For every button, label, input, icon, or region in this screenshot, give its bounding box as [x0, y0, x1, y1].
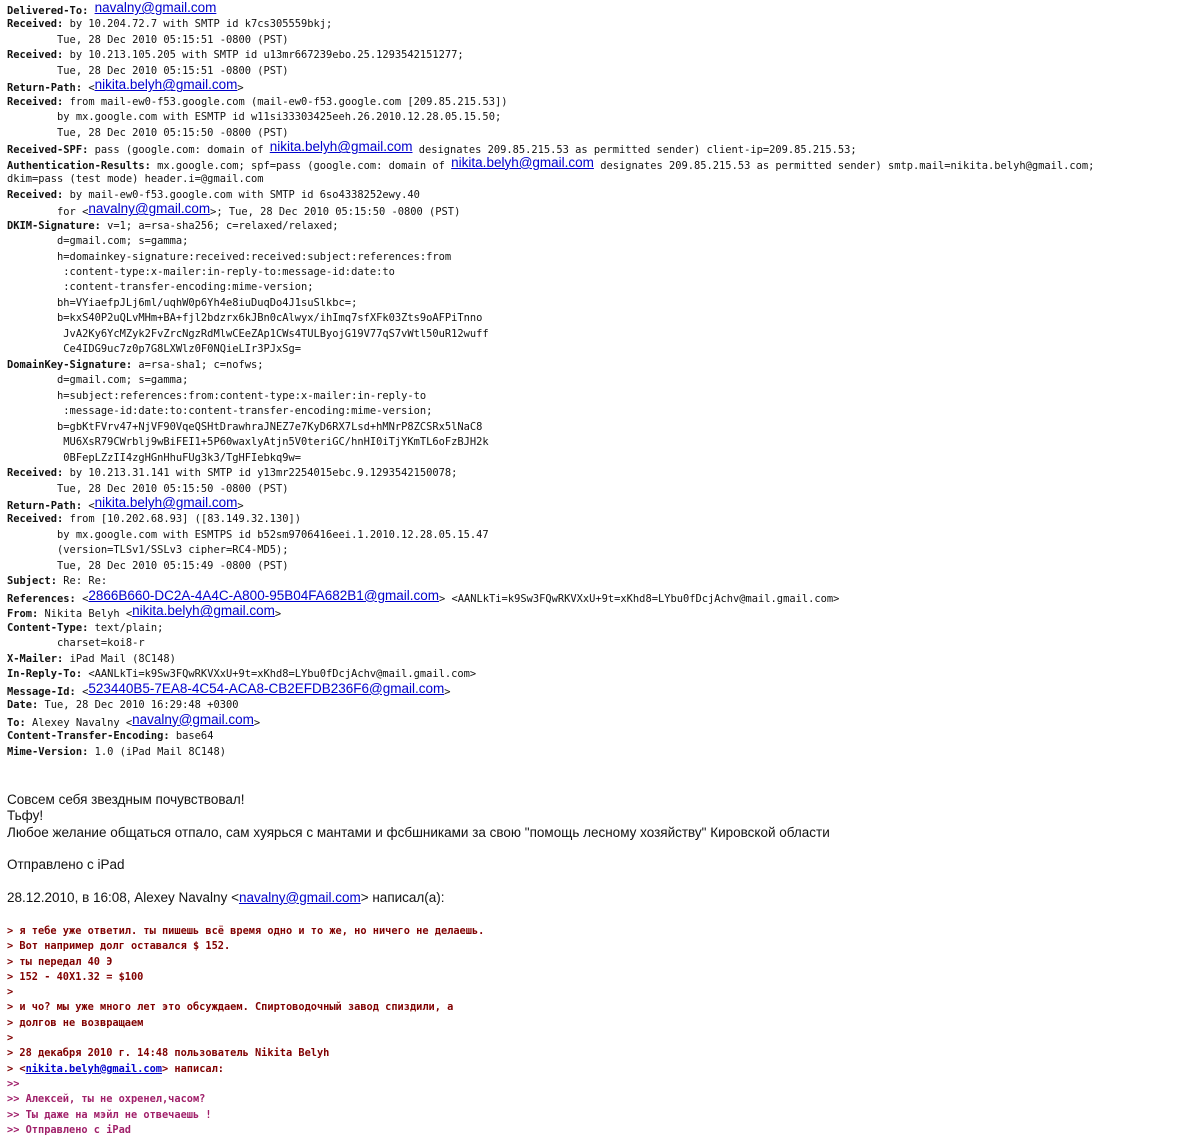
header-field-name: Received: — [7, 95, 64, 108]
reply-attribution-suffix: > написал(а): — [360, 889, 445, 905]
header-field-value: a=rsa-sha1; c=nofws; — [132, 358, 264, 371]
header-field-value: from mail-ew0-f53.google.com (mail-ew0-f53.google.com [209.85.215.53]) — [63, 95, 508, 108]
header-field-value: designates 209.85.215.53 as permitted sender) client-ip=209.85.215.53; — [412, 144, 857, 157]
header-field-value: Tue, 28 Dec 2010 05:15:51 -0800 (PST) — [7, 33, 289, 46]
header-field-value: by 10.213.31.141 with SMTP id y13mr2254015ebc.9.1293542150078; — [63, 467, 458, 480]
header-field-value: > — [274, 608, 282, 621]
header-field-value: base64 — [169, 730, 214, 743]
header-field-name: Return-Path: — [7, 500, 83, 512]
header-field-value: h=subject:references:from:content-type:x-mailer:in-reply-to — [7, 389, 427, 402]
quote-line — [7, 970, 1195, 985]
header-field-name: Delivered-To: — [7, 5, 89, 17]
header-field-name: Subject: — [7, 575, 58, 588]
header-line — [7, 389, 1195, 404]
header-field-value: by mx.google.com with ESMTP id w11si33303425eeh.26.2010.12.28.05.15.50; — [7, 111, 502, 124]
header-field-value: bh=VYiaefpJLj6ml/uqhW0p6Yh4e8iuDuqDo4J1suSlkbc=; — [7, 296, 358, 309]
header-field-value: :content-type:x-mailer:in-reply-to:message-id:date:to — [7, 265, 395, 278]
blank-line — [7, 841, 1195, 857]
email-headers — [7, 2, 1195, 760]
quote-text: > — [7, 1032, 14, 1045]
header-line — [7, 574, 1195, 589]
ipad-signature: Отправлено с iPad — [7, 857, 125, 873]
header-line — [7, 729, 1195, 744]
header-line — [7, 79, 1195, 94]
header-field-value: by 10.204.72.7 with SMTP id k7cs305559bkj; — [63, 18, 333, 31]
header-line — [7, 157, 1195, 172]
header-field-name: Received: — [7, 188, 64, 201]
header-line — [7, 280, 1195, 295]
quote-line — [7, 1092, 1195, 1107]
email-link[interactable]: nikita.belyh@gmail.com — [132, 605, 275, 619]
quote-line — [7, 1000, 1195, 1015]
quote-line — [7, 1031, 1195, 1046]
header-field-value: charset=koi8-r — [7, 637, 145, 650]
header-field-value: by mx.google.com with ESMTPS id b52sm9706416eei.1.2010.12.28.05.15.47 — [7, 528, 489, 541]
body-line: Тьфу! — [7, 808, 44, 824]
header-line — [7, 327, 1195, 342]
header-line — [7, 590, 1195, 605]
header-line — [7, 219, 1195, 234]
header-line — [7, 311, 1195, 326]
header-field-value: Tue, 28 Dec 2010 05:15:50 -0800 (PST) — [7, 482, 289, 495]
quoted-message — [7, 924, 1195, 1138]
quote-text: >> Алексей, ты не охренел,часом? — [7, 1093, 206, 1106]
quote-line — [7, 924, 1195, 939]
header-line — [7, 141, 1195, 156]
header-field-value: Re: Re: — [57, 575, 108, 588]
header-field-value: < — [82, 500, 95, 512]
header-field-value: by 10.213.105.205 with SMTP id u13mr667239ebo.25.1293542151277; — [63, 49, 464, 62]
email-link[interactable]: nikita.belyh@gmail.com — [94, 79, 238, 93]
header-line — [7, 512, 1195, 527]
header-line — [7, 17, 1195, 32]
header-line — [7, 64, 1195, 79]
quote-line — [7, 1062, 1195, 1077]
header-line — [7, 621, 1195, 636]
quote-text: > долгов не возвращаем — [7, 1016, 144, 1029]
header-line — [7, 559, 1195, 574]
header-field-value: h=domainkey-signature:received:received:subject:references:from — [7, 250, 452, 263]
header-line — [7, 250, 1195, 265]
header-field-value: >; Tue, 28 Dec 2010 05:15:50 -0800 (PST) — [210, 206, 461, 219]
header-field-name: Message-Id: — [7, 685, 76, 698]
header-field-name: Received: — [7, 513, 64, 526]
quote-text: > < — [7, 1062, 26, 1075]
header-line — [7, 203, 1195, 218]
header-line — [7, 451, 1195, 466]
header-line — [7, 342, 1195, 357]
email-link[interactable]: nikita.belyh@gmail.com — [25, 1062, 162, 1075]
email-link[interactable]: nikita.belyh@gmail.com — [269, 141, 413, 155]
header-field-value: Alexey Navalny < — [25, 716, 133, 729]
header-field-name: To: — [7, 716, 26, 729]
quote-line — [7, 955, 1195, 970]
header-line — [7, 683, 1195, 698]
header-line — [7, 745, 1195, 760]
email-link[interactable]: navalny@gmail.com — [94, 2, 217, 15]
header-line — [7, 33, 1195, 48]
header-field-name: Content-Transfer-Encoding: — [7, 730, 170, 743]
quote-line — [7, 1046, 1195, 1061]
email-link[interactable]: navalny@gmail.com — [88, 203, 211, 217]
quote-line — [7, 1108, 1195, 1123]
quote-line — [7, 985, 1195, 1000]
header-line — [7, 234, 1195, 249]
quote-text: > 28 декабря 2010 г. 14:48 пользователь Nikita Belyh — [7, 1047, 330, 1060]
quote-text: > и чо? мы уже много лет это обсуждаем. Спиртоводочный завод спиздили, а — [7, 1001, 454, 1014]
header-field-name: Authentication-Results: — [7, 159, 151, 172]
header-line — [7, 188, 1195, 203]
header-field-value: dkim=pass (test mode) header.i=@gmail.com — [7, 173, 264, 186]
header-line — [7, 528, 1195, 543]
header-field-value: Tue, 28 Dec 2010 05:15:51 -0800 (PST) — [7, 64, 289, 77]
quote-line — [7, 1123, 1195, 1138]
email-link[interactable]: navalny@gmail.com — [132, 713, 254, 727]
header-line — [7, 420, 1195, 435]
header-field-value: > — [237, 82, 244, 95]
quote-line — [7, 1077, 1195, 1092]
header-field-value: :message-id:date:to:content-transfer-encoding:mime-version; — [7, 405, 433, 418]
header-field-value: for < — [7, 206, 89, 219]
header-line — [7, 482, 1195, 497]
header-field-name: Mime-Version: — [7, 745, 89, 758]
header-field-value: designates 209.85.215.53 as permitted sender) smtp.mail=nikita.belyh@gmail.com; — [593, 159, 1095, 172]
header-field-value: Tue, 28 Dec 2010 05:15:49 -0800 (PST) — [7, 559, 289, 572]
header-line — [7, 404, 1195, 419]
header-field-value: text/plain; — [88, 621, 164, 634]
header-field-value: MU6XsR79CWrblj9wBiFEI1+5P60waxlyAtjn5V0teriGC/hnHI0iTjYKmTL6oFzBJH2k — [7, 436, 489, 449]
header-line — [7, 110, 1195, 125]
header-field-name: Received: — [7, 467, 64, 480]
email-link[interactable]: nikita.belyh@gmail.com — [451, 156, 594, 170]
header-line — [7, 296, 1195, 311]
header-field-value: iPad Mail (8C148) — [63, 652, 176, 665]
email-link[interactable]: 2866B660-DC2A-4A4C-A800-95B04FA682B1@gmail.com — [88, 589, 439, 603]
header-line — [7, 605, 1195, 620]
header-field-name: DKIM-Signature: — [7, 219, 101, 232]
header-line — [7, 667, 1195, 682]
body-line: Любое желание общаться отпало, сам хуярься с мантами и фсбшниками за свою "помощь лесному хозяйству" Кировской области — [7, 824, 830, 840]
email-body — [7, 792, 1195, 906]
email-link[interactable]: nikita.belyh@gmail.com — [94, 497, 238, 510]
header-line — [7, 636, 1195, 651]
header-field-value: v=1; a=rsa-sha256; c=relaxed/relaxed; — [100, 219, 339, 232]
header-field-value: JvA2Ky6YcMZyk2FvZrcNgzRdMlwCEeZAp1CWs4TULByojG19V77qS7vWtl50uR12wuff — [7, 327, 489, 340]
header-field-name: From: — [7, 608, 39, 621]
header-field-value: < — [82, 82, 95, 95]
reply-attribution — [7, 890, 1195, 906]
header-line — [7, 95, 1195, 110]
header-field-value: Tue, 28 Dec 2010 16:29:48 +0300 — [38, 699, 239, 712]
quote-text: >> Ты даже на мэйл не отвечаешь ! — [7, 1108, 212, 1121]
header-field-name: References: — [7, 592, 76, 605]
header-field-value: by mail-ew0-f53.google.com with SMTP id 6so4338252ewy.40 — [63, 188, 420, 201]
header-line — [7, 466, 1195, 481]
header-field-value: d=gmail.com; s=gamma; — [7, 374, 189, 387]
quote-text: > Вот например долг оставался $ 152. — [7, 940, 231, 953]
header-field-name: X-Mailer: — [7, 652, 64, 665]
quote-text: > написал: — [162, 1062, 224, 1075]
header-field-name: Received-SPF: — [7, 144, 89, 157]
header-field-name: Date: — [7, 699, 39, 712]
header-field-value: d=gmail.com; s=gamma; — [7, 235, 189, 248]
header-field-value: b=gbKtFVrv47+NjVF90VqeQSHtDrawhraJNEZ7e7KyD6RX7Lsd+hMNrP8ZCSRx5lNaC8 — [7, 420, 483, 433]
header-field-value: b=kxS40P2uQLvMHm+BA+fjl2bdzrx6kJBn0cAlwyx/ihImq7sfXFk03Zts9oAFPiTnno — [7, 312, 483, 325]
header-field-value: Nikita Belyh < — [38, 608, 133, 621]
header-field-name: Received: — [7, 49, 64, 62]
header-field-name: Return-Path: — [7, 82, 83, 95]
quote-text: > ты передал 40 Э — [7, 955, 113, 968]
quote-text: >> Отправлено с iPad — [7, 1123, 131, 1136]
header-field-name: DomainKey-Signature: — [7, 358, 133, 371]
header-field-value: mx.google.com; spf=pass (google.com: domain of — [150, 159, 452, 172]
header-line — [7, 2, 1195, 17]
quote-line — [7, 939, 1195, 954]
quote-line — [7, 1016, 1195, 1031]
header-line — [7, 652, 1195, 667]
header-field-value: Tue, 28 Dec 2010 05:15:50 -0800 (PST) — [7, 126, 289, 139]
header-field-value: from [10.202.68.93] ([83.149.32.130]) — [63, 513, 302, 526]
header-line — [7, 435, 1195, 450]
header-line — [7, 373, 1195, 388]
header-field-value: > — [253, 716, 261, 729]
header-line — [7, 358, 1195, 373]
header-field-value: 1.0 (iPad Mail 8C148) — [88, 745, 226, 758]
header-line — [7, 265, 1195, 280]
header-line — [7, 714, 1195, 729]
body-line: Совсем себя звездным почувствовал! — [7, 792, 245, 807]
header-line — [7, 497, 1195, 512]
header-field-value: > <AANLkTi=k9Sw3FQwRKVXxU+9t=xKhd8=LYbu0fDcjAchv@mail.gmail.com> — [439, 592, 840, 605]
header-field-value — [88, 5, 94, 17]
header-field-value: (version=TLSv1/SSLv3 cipher=RC4-MD5); — [7, 544, 289, 557]
header-field-value: < — [75, 592, 89, 605]
header-field-value: > — [444, 685, 451, 698]
header-line — [7, 698, 1195, 713]
quote-text: > я тебе уже ответил. ты пишешь всё время одно и то же, но ничего не делаешь. — [7, 925, 485, 937]
header-field-name: Content-Type: — [7, 621, 89, 634]
header-line — [7, 543, 1195, 558]
header-field-value: > — [237, 500, 244, 512]
header-field-value: 0BFepLZzII4zgHGnHhuFUg3k3/TgHFIebkq9w= — [7, 451, 302, 464]
header-line — [7, 126, 1195, 141]
header-line — [7, 48, 1195, 63]
header-field-name: Received: — [7, 18, 64, 31]
email-link[interactable]: navalny@gmail.com — [238, 889, 361, 905]
header-field-name: In-Reply-To: — [7, 668, 83, 681]
header-field-value: :content-transfer-encoding:mime-version; — [7, 281, 314, 294]
quote-text: >> — [7, 1077, 20, 1090]
header-field-value: pass (google.com: domain of — [88, 144, 270, 157]
header-field-value: < — [75, 685, 89, 698]
header-line — [7, 172, 1195, 187]
quote-text: > 152 - 40X1.32 = $100 — [7, 970, 144, 983]
blank-line — [7, 873, 1195, 889]
header-field-value: <AANLkTi=k9Sw3FQwRKVXxU+9t=xKhd8=LYbu0fDcjAchv@mail.gmail.com> — [82, 668, 477, 681]
reply-attribution-prefix: 28.12.2010, в 16:08, Alexey Navalny < — [7, 889, 239, 905]
header-field-value: Ce4IDG9uc7z0p7G8LXWlz0F0NQieLIr3PJxSg= — [7, 343, 302, 356]
quote-text: > — [7, 986, 14, 999]
email-link[interactable]: 523440B5-7EA8-4C54-ACA8-CB2EFDB236F6@gmail.com — [88, 682, 445, 696]
